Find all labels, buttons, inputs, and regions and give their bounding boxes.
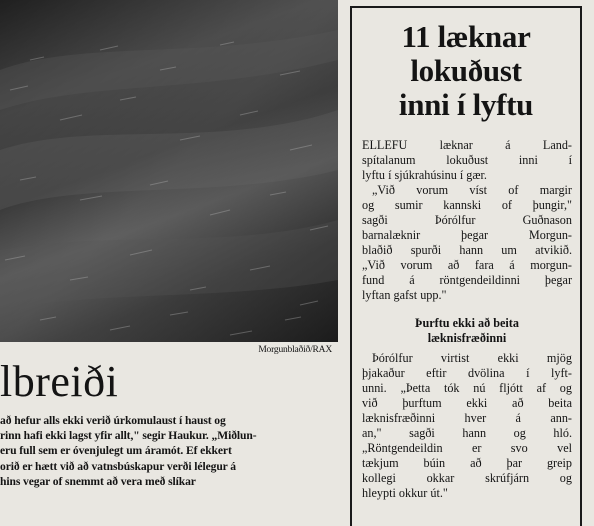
text-line: blaðið spurði hann um atvikið. <box>362 243 572 257</box>
text-line: læknisfræðinni hver á ann- <box>362 411 572 425</box>
text-line: þjakaður eftir dvölina í lyft- <box>362 366 572 380</box>
lede-line: rinn hafi ekki lagst yfir allt," segir Haukur. „Miðlun- <box>0 429 257 443</box>
text-line: barnalæknir þegar Morgun- <box>362 228 572 242</box>
headline-line: lokuðust <box>410 53 522 88</box>
right-article-headline <box>352 20 580 122</box>
text-line: unni. „Þetta tók nú fljótt af og <box>362 381 572 395</box>
subheading-line: Þurftu ekki að beita <box>415 316 519 330</box>
text-line: lyftu í sjúkrahúsinu í gær. <box>362 168 487 182</box>
text-line: spítalanum lokuðust inni í <box>362 153 572 167</box>
text-line: an," sagði hann og hló. <box>362 426 572 440</box>
photo-credit: Morgunblaðið/RAX <box>258 345 332 355</box>
headline-line: inni í lyftu <box>398 87 534 122</box>
subheading-line: læknisfræðinni <box>427 331 507 345</box>
text-line: „Röntgendeildin er svo vel <box>362 441 572 455</box>
news-photo-water-surface <box>0 0 338 342</box>
text-line: tækjum búin að þar greip <box>362 456 572 470</box>
text-line: sagði Þórólfur Guðnason <box>362 213 572 227</box>
text-line: fund á röntgendeildinni þegar <box>362 273 572 287</box>
headline-line: 11 læknar <box>401 19 531 54</box>
article-paragraph-intro <box>362 138 572 183</box>
text-line: við þurftum ekki að beita <box>362 396 572 410</box>
article-paragraph-quote <box>362 183 572 303</box>
left-article-headline: lbreiði <box>0 357 119 406</box>
water-texture-graphic <box>0 0 338 342</box>
text-line: „Við vorum að fara á morgun- <box>362 258 572 272</box>
article-paragraph-closing <box>362 351 572 501</box>
text-line: og sumir kannski of þungir," <box>362 198 572 212</box>
lede-line: eru full sem er óvenjulegt um áramót. Ef ekkert <box>0 444 232 458</box>
text-line: ELLEFU læknar á Land- <box>362 138 572 152</box>
article-subheading <box>362 316 572 346</box>
text-line: lyftan gafst upp." <box>362 288 447 302</box>
text-line: „Við vorum víst of margir <box>372 183 572 197</box>
text-line: Þórólfur virtist ekki mjög <box>372 351 572 365</box>
lede-line: orið er hætt við að vatnsbúskapur verði lélegur á <box>0 459 236 473</box>
text-line: hleypti okkur út." <box>362 486 448 500</box>
lede-line: hins vegar of snemmt að vera með slíkar <box>0 474 196 488</box>
text-line: kollegi okkar skrúfjárn og <box>362 471 572 485</box>
lede-line: að hefur alls ekki verið úrkomulaust í haust og <box>0 414 226 427</box>
left-article-lede <box>0 413 338 489</box>
